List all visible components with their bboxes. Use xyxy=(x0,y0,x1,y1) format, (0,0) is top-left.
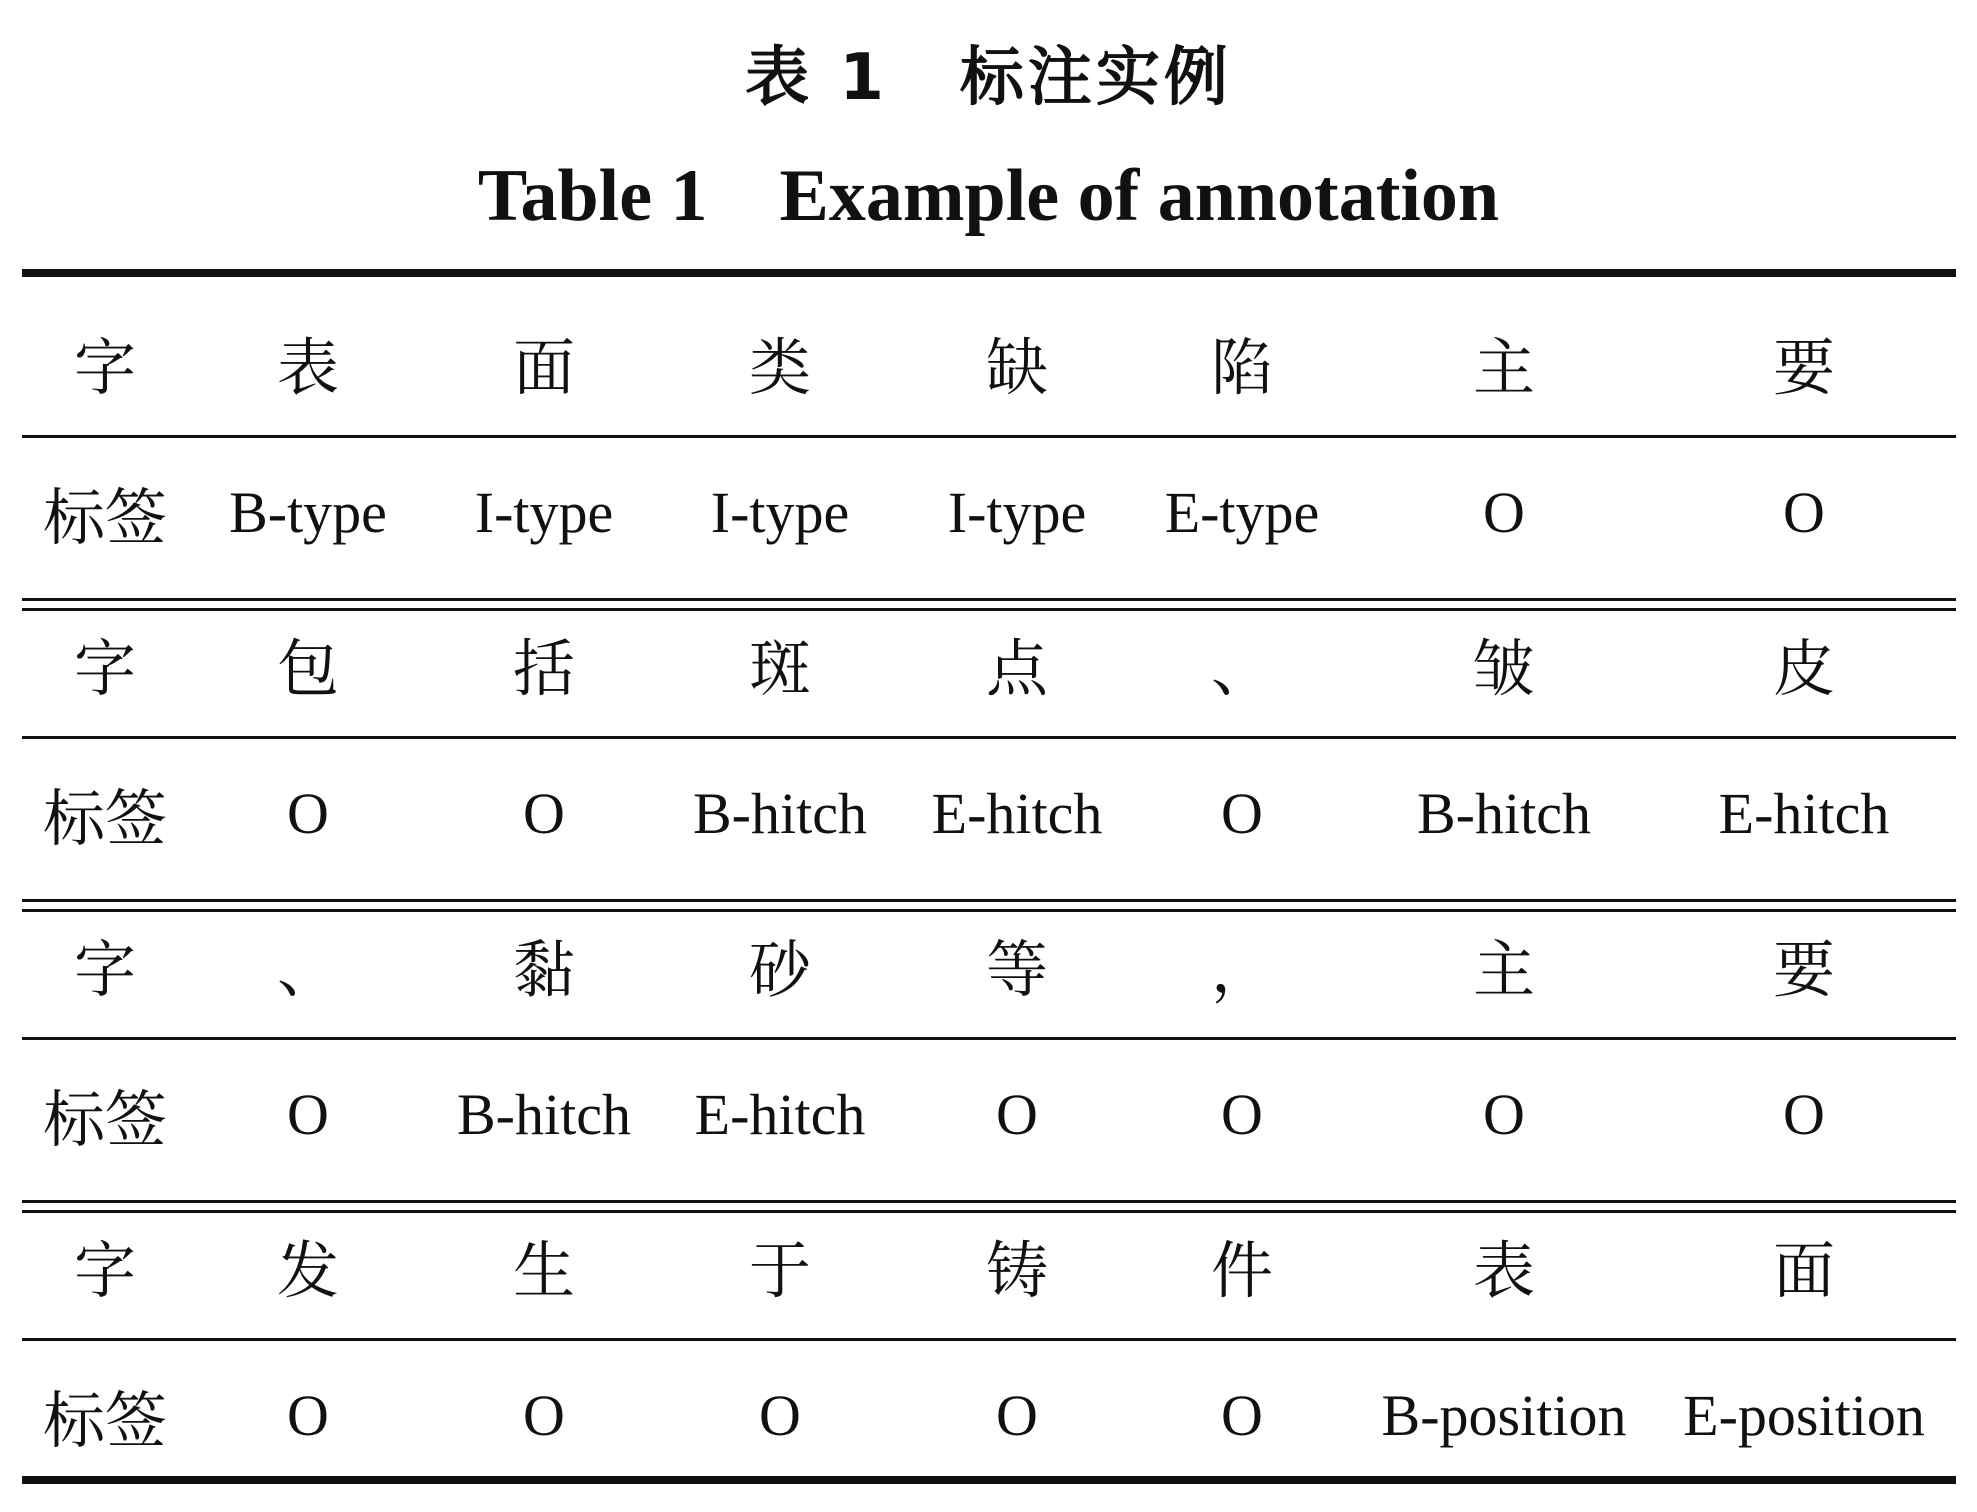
label-row-header: 标签 xyxy=(42,480,167,554)
label-cell: B-position xyxy=(1381,1382,1627,1448)
table-bottom-rule xyxy=(22,1476,1956,1484)
annotation-table xyxy=(22,0,1956,1512)
char-cell: 表 xyxy=(1472,1233,1535,1307)
label-cell: E-hitch xyxy=(931,780,1103,846)
label-cell: B-hitch xyxy=(693,780,867,846)
char-row-header: 字 xyxy=(73,932,136,1006)
label-cell: B-type xyxy=(229,479,387,545)
char-cell: 生 xyxy=(512,1233,575,1307)
label-cell: B-hitch xyxy=(457,1081,631,1147)
char-cell: 面 xyxy=(1772,1233,1835,1307)
table-top-rule xyxy=(22,269,1956,277)
char-cell: 、 xyxy=(276,932,339,1006)
row-divider xyxy=(22,1338,1956,1341)
char-cell: 、 xyxy=(1210,631,1273,705)
label-cell: E-position xyxy=(1683,1382,1925,1448)
label-cell: E-hitch xyxy=(1718,780,1890,846)
char-cell: 缺 xyxy=(985,330,1048,404)
char-row xyxy=(22,1205,1956,1325)
label-cell: O xyxy=(523,780,565,846)
char-cell: 件 xyxy=(1210,1233,1273,1307)
label-cell: O xyxy=(287,1382,329,1448)
char-cell: 皮 xyxy=(1772,631,1835,705)
label-cell: B-hitch xyxy=(1417,780,1591,846)
char-cell: 等 xyxy=(985,932,1048,1006)
label-cell: O xyxy=(996,1382,1038,1448)
table-caption-en: Example of annotation xyxy=(779,155,1500,237)
char-row xyxy=(22,603,1956,723)
char-row-header: 字 xyxy=(73,1233,136,1307)
char-cell: 斑 xyxy=(748,631,811,705)
char-cell: 主 xyxy=(1472,330,1535,404)
row-divider xyxy=(22,736,1956,739)
char-cell: 铸 xyxy=(985,1233,1048,1307)
char-cell: 黏 xyxy=(512,932,575,1006)
char-cell: 于 xyxy=(748,1233,811,1307)
label-cell: I-type xyxy=(947,479,1087,545)
table-number-en: Table 1 xyxy=(477,155,708,237)
row-divider xyxy=(22,435,1956,438)
group-divider xyxy=(22,1200,1956,1203)
row-divider xyxy=(22,1037,1956,1040)
char-cell: 主 xyxy=(1472,932,1535,1006)
char-cell: 要 xyxy=(1772,932,1835,1006)
group-divider xyxy=(22,899,1956,902)
char-cell: 要 xyxy=(1772,330,1835,404)
group-divider xyxy=(22,598,1956,601)
char-cell: 点 xyxy=(985,631,1048,705)
label-cell: E-hitch xyxy=(694,1081,866,1147)
char-cell: 面 xyxy=(512,330,575,404)
label-cell: O xyxy=(1783,1081,1825,1147)
label-cell: O xyxy=(1783,479,1825,545)
char-cell: 类 xyxy=(748,330,811,404)
char-cell: 表 xyxy=(276,330,339,404)
char-row-header: 字 xyxy=(73,330,136,404)
label-cell: I-type xyxy=(474,479,614,545)
char-row xyxy=(22,302,1956,422)
label-cell: O xyxy=(287,780,329,846)
label-row-header: 标签 xyxy=(42,1383,167,1457)
char-row-header: 字 xyxy=(73,631,136,705)
char-cell: 陷 xyxy=(1210,330,1273,404)
table-caption-zh: 标注实例 xyxy=(959,41,1232,115)
label-cell: O xyxy=(1483,479,1525,545)
label-cell: O xyxy=(287,1081,329,1147)
label-row xyxy=(22,1355,1956,1475)
label-cell: O xyxy=(1221,1382,1263,1448)
label-cell: I-type xyxy=(710,479,850,545)
label-cell: E-type xyxy=(1164,479,1320,545)
char-cell: 括 xyxy=(512,631,575,705)
label-cell: O xyxy=(759,1382,801,1448)
label-cell: O xyxy=(1221,1081,1263,1147)
label-cell: O xyxy=(996,1081,1038,1147)
table-number-zh: 表 1 xyxy=(745,41,888,115)
char-row xyxy=(22,904,1956,1024)
char-cell: 皱 xyxy=(1472,631,1535,705)
label-row xyxy=(22,452,1956,572)
label-row xyxy=(22,1054,1956,1174)
char-cell: ， xyxy=(1210,932,1273,1006)
char-cell: 发 xyxy=(276,1233,339,1307)
label-cell: O xyxy=(523,1382,565,1448)
label-row xyxy=(22,753,1956,873)
label-row-header: 标签 xyxy=(42,781,167,855)
label-row-header: 标签 xyxy=(42,1082,167,1156)
label-cell: O xyxy=(1221,780,1263,846)
char-cell: 砂 xyxy=(748,932,811,1006)
char-cell: 包 xyxy=(276,631,339,705)
label-cell: O xyxy=(1483,1081,1525,1147)
